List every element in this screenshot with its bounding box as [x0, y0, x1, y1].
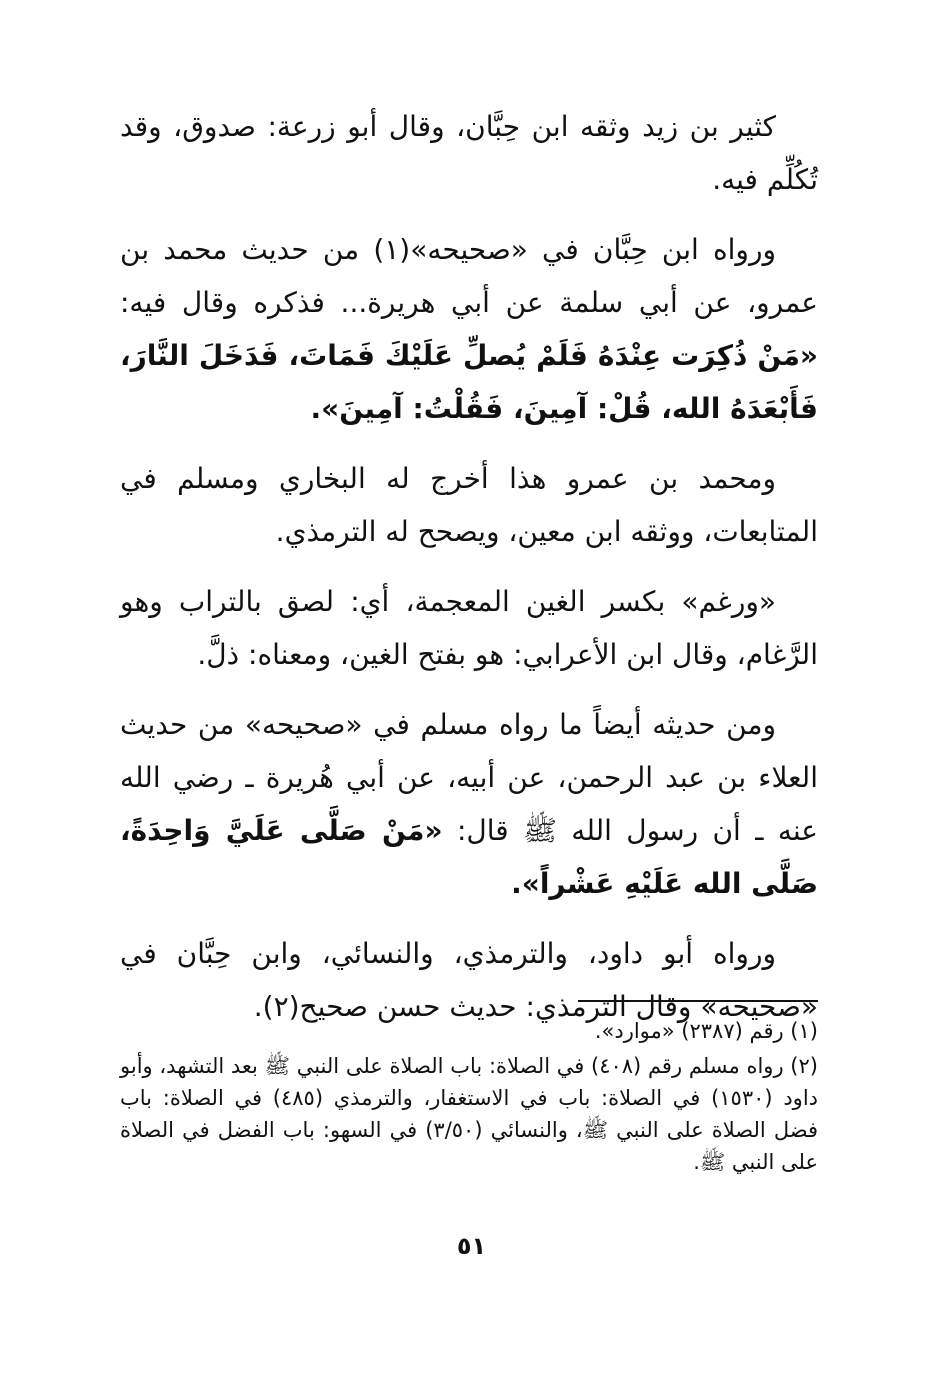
paragraph-6-text: ورواه أبو داود، والترمذي، والنسائي، وابن حِبَّان في «صحيحه» وقال الترمذي: حديث حسن صحيح(٢). [120, 937, 818, 1023]
page-body [120, 100, 818, 1280]
hadith-quote-2: «مَنْ صَلَّى عَلَيَّ وَاحِدَةً، صَلَّى الله عَلَيْهِ عَشْراً». [120, 814, 818, 900]
paragraph-5-text: ومن حديثه أيضاً ما رواه مسلم في «صحيحه» من حديث العلاء بن عبد الرحمن، عن أبيه، عن أبي هُريرة ـ رضي الله عنه ـ أن رسول الله ﷺ قال: [120, 708, 818, 847]
footnotes [120, 1015, 818, 1181]
paragraph-1 [120, 100, 818, 206]
paragraph-1-text: كثير بن زيد وثقه ابن حِبَّان، وقال أبو زرعة: صدوق، وقد تُكُلِّم فيه. [120, 110, 818, 196]
hadith-quote-1: «مَنْ ذُكِرَت عِنْدَهُ فَلَمْ يُصلِّ عَلَيْكَ فَمَاتَ، فَدَخَلَ النَّارَ، فَأَبْعَدَهُ الله، قُلْ: آمِينَ، فَقُلْتُ: آمِينَ». [120, 339, 818, 425]
paragraph-2 [120, 223, 818, 435]
footnote-1: (١) رقم (٢٣٨٧) «موارد». [594, 1019, 818, 1043]
footnote-2: (٢) رواه مسلم رقم (٤٠٨) في الصلاة: باب الصلاة على النبي ﷺ بعد التشهد، وأبو داود (١٥٣٠) في الصلاة: باب في الاستغفار، والترمذي (٤٨٥) في الصلاة: باب فضل الصلاة على النبي ﷺ، والنسائي (٣/٥٠) في السهو: باب الفضل في الصلاة على النبي ﷺ. [120, 1054, 819, 1174]
paragraph-4-text: «ورغم» بكسر الغين المعجمة، أي: لصق بالتراب وهو الرَّغام، وقال ابن الأعرابي: هو بفتح الغين، ومعناه: ذلَّ. [120, 585, 818, 671]
paragraph-2-text: ورواه ابن حِبَّان في «صحيحه»(١) من حديث محمد بن عمرو، عن أبي سلمة عن أبي هريرة... فذكره وقال فيه: [120, 233, 818, 319]
paragraph-5 [120, 698, 818, 910]
paragraph-3-text: ومحمد بن عمرو هذا أخرج له البخاري ومسلم في المتابعات، ووثقه ابن معين، ويصحح له الترمذي. [120, 462, 818, 548]
paragraph-4 [120, 575, 818, 681]
page-number: ٥١ [456, 1232, 487, 1260]
footnote-divider [578, 1000, 818, 1002]
paragraph-3 [120, 452, 818, 558]
